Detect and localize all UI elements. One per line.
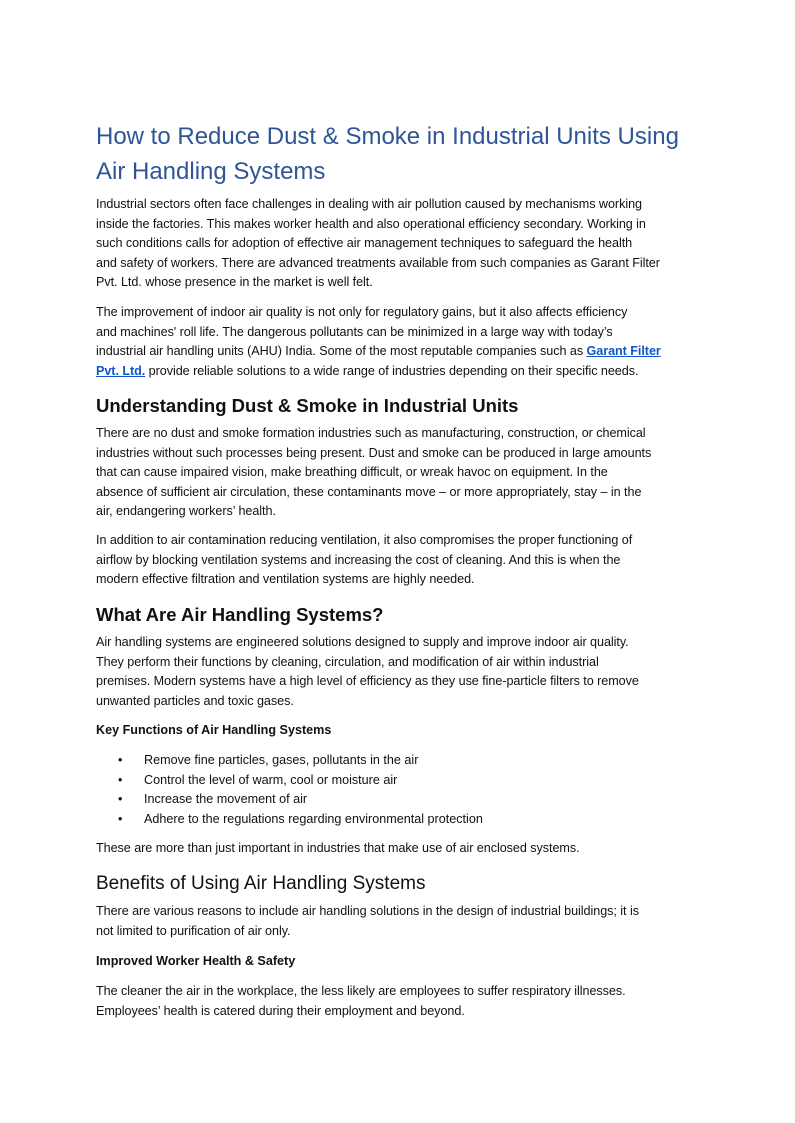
bullet-icon: •	[118, 792, 123, 806]
text-line: In addition to air contamination reducing ventilation, it also compromises the proper functioning of	[96, 533, 633, 547]
text-line	[96, 342, 661, 362]
text-line: They perform their functions by cleaning, circulation, and modification of air within industrial	[96, 654, 599, 669]
text-line: Pvt. Ltd. whose presence in the market is well felt.	[96, 275, 373, 289]
dust-paragraph-1	[96, 424, 651, 522]
text-line: These are more than just important in industries that make use of air enclosed systems.	[96, 841, 580, 855]
text-line: Key Functions of Air Handling Systems	[96, 723, 332, 737]
key-functions-list	[96, 751, 483, 829]
list-item	[96, 751, 483, 771]
text-line: There are various reasons to include air handling solutions in the design of industrial buildings; it is	[96, 904, 639, 918]
garant-filter-link[interactable]: Garant Filter	[586, 344, 661, 358]
text-line: modern effective filtration and ventilation systems are highly needed.	[96, 572, 475, 586]
heading-what-are-ahs	[96, 603, 383, 627]
text-line: How to Reduce Dust & Smoke in Industrial Units Using	[96, 123, 679, 150]
list-item	[96, 810, 483, 830]
text-line: Improved Worker Health & Safety	[96, 954, 296, 968]
bullet-icon: •	[118, 772, 123, 787]
text-line: Benefits of Using Air Handling Systems	[96, 873, 426, 894]
list-item	[96, 790, 483, 810]
bullet-icon: •	[118, 811, 123, 826]
heading-benefits	[96, 872, 426, 896]
text-segment: provide reliable solutions to a wide range of industries depending on their specific needs.	[145, 363, 639, 378]
list-item-text: Remove fine particles, gases, pollutants in the air	[144, 753, 419, 767]
text-line: There are no dust and smoke formation industries such as manufacturing, construction, or chemical	[96, 426, 646, 440]
text-line: Air Handling Systems	[96, 158, 326, 185]
list-item	[96, 771, 483, 791]
text-line: and machines' roll life. The dangerous pollutants can be minimized in a large way with today’s	[96, 324, 613, 339]
text-line: industries without such processes being present. Dust and smoke can be produced in large amounts	[96, 445, 652, 460]
worker-health-paragraph	[96, 982, 626, 1021]
text-line: Employees’ health is catered during their employment and beyond.	[96, 1003, 465, 1018]
text-line: airflow by blocking ventilation systems and increasing the cost of cleaning. And this is when the	[96, 552, 621, 567]
text-line: premises. Modern systems have a high level of efficiency as they use fine-particle filters to remove	[96, 674, 639, 688]
garant-filter-link[interactable]: Pvt. Ltd.	[96, 363, 146, 378]
list-item-text: Control the level of warm, cool or moisture air	[144, 772, 398, 787]
document-title	[96, 119, 679, 189]
bullet-icon: •	[118, 753, 123, 767]
heading-worker-health	[96, 952, 295, 972]
intro-paragraph	[96, 195, 660, 293]
list-item-text: Adhere to the regulations regarding environmental protection	[144, 811, 483, 826]
text-line: What Are Air Handling Systems?	[96, 604, 384, 625]
text-line: Understanding Dust & Smoke in Industrial Units	[96, 395, 519, 416]
text-line: and safety of workers. There are advanced treatments available from such companies as Garant Filter	[96, 255, 660, 270]
dust-paragraph-2	[96, 531, 632, 590]
benefits-paragraph	[96, 902, 639, 941]
text-line: air, endangering workers’ health.	[96, 504, 276, 518]
text-line: absence of sufficient air circulation, these contaminants move – or more appropriately, stay – in the	[96, 484, 642, 499]
text-line: Air handling systems are engineered solutions designed to supply and improve indoor air quality.	[96, 635, 629, 649]
heading-understanding-dust	[96, 394, 518, 418]
heading-key-functions	[96, 721, 331, 741]
text-segment: industrial air handling units (AHU) India. Some of the most reputable companies such as	[96, 344, 587, 358]
ahs-paragraph	[96, 633, 639, 711]
text-line: inside the factories. This makes worker health and also operational efficiency secondary. Working in	[96, 216, 646, 231]
enclosed-systems-paragraph	[96, 839, 580, 859]
text-line	[96, 362, 661, 382]
text-line: that can cause impaired vision, make breathing difficult, or wreak havoc on equipment. In the	[96, 465, 608, 479]
text-line: such conditions calls for adoption of effective air management techniques to safeguard the health	[96, 236, 633, 250]
text-line: Industrial sectors often face challenges in dealing with air pollution caused by mechanisms working	[96, 197, 642, 211]
text-line: The improvement of indoor air quality is not only for regulatory gains, but it also affects efficiency	[96, 305, 628, 319]
text-line: not limited to purification of air only.	[96, 923, 291, 938]
text-line: unwanted particles and toxic gases.	[96, 693, 294, 708]
indoor-air-paragraph	[96, 303, 661, 381]
text-line: The cleaner the air in the workplace, the less likely are employees to suffer respiratory illnesses.	[96, 984, 626, 998]
list-item-text: Increase the movement of air	[144, 792, 308, 806]
